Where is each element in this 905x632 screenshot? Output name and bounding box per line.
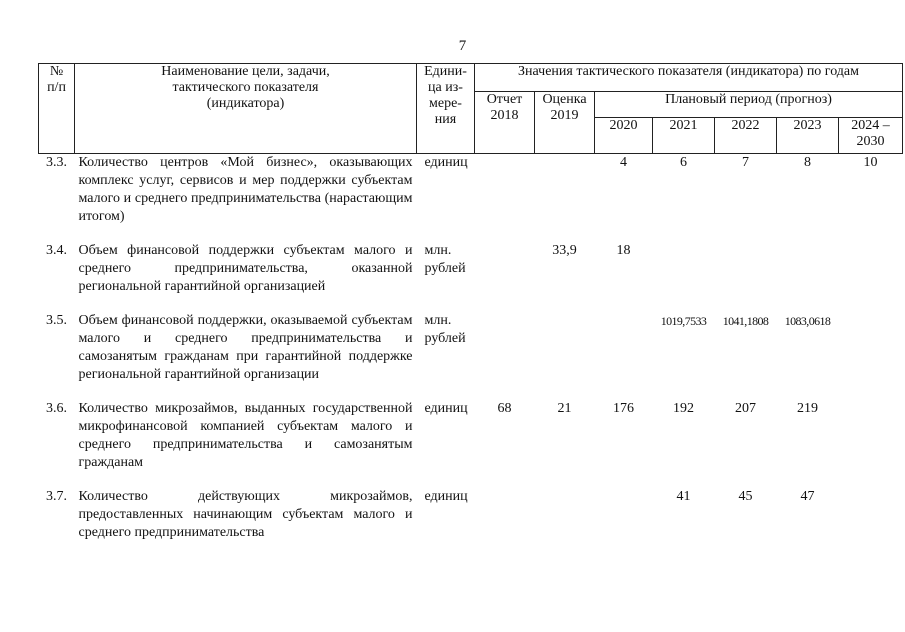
- row-unit: единиц: [424, 400, 468, 416]
- value-2024-2030: [839, 400, 903, 488]
- row-number: 3.3.: [46, 155, 67, 170]
- header-plan-title: Плановый период (прогноз): [595, 92, 903, 118]
- page-number: 7: [458, 38, 467, 54]
- value-2023: 8: [804, 155, 811, 170]
- value-2018: [475, 488, 535, 548]
- value-2024-2030: 10: [863, 155, 878, 170]
- value-2018: [475, 154, 535, 242]
- header-year-2021: 2021: [653, 118, 715, 154]
- header-unit: Едини- ца из- мере- ния: [417, 64, 475, 154]
- row-name: Объем финансовой поддержки субъектам малого и среднего предпринимательства, оказанной региональной гарантийной организацией: [78, 242, 413, 294]
- value-2019: 21: [557, 400, 572, 416]
- value-2023: 47: [800, 488, 815, 504]
- value-2021: [653, 242, 715, 312]
- row-name: Количество действующих микрозаймов, предоставленных начинающим субъектам малого и среднего предпринимательства: [78, 488, 413, 540]
- value-2018: 68: [497, 400, 512, 416]
- header-year-2024-2030: 2024 – 2030: [839, 118, 903, 154]
- value-2023: [777, 242, 839, 312]
- value-2022: [715, 242, 777, 312]
- table-row: [39, 242, 903, 312]
- row-number: 3.4.: [46, 242, 67, 258]
- value-2021: 1019,7533: [660, 313, 707, 328]
- header-name: Наименование цели, задачи, тактического показателя (индикатора): [75, 64, 417, 154]
- value-2023: 219: [797, 400, 818, 416]
- header-num: № п/п: [39, 64, 75, 154]
- value-2020: 18: [616, 242, 631, 258]
- row-number: 3.5.: [46, 312, 67, 328]
- value-2022: 1041,1808: [722, 313, 769, 328]
- value-2024-2030: [839, 488, 903, 548]
- value-2020: [595, 488, 653, 548]
- table-body: [39, 154, 903, 548]
- value-2022: 7: [742, 155, 749, 170]
- header-report-2018: Отчет 2018: [475, 92, 535, 154]
- row-unit: единиц: [424, 155, 468, 170]
- value-2018: [475, 312, 535, 400]
- value-2018: [475, 242, 535, 312]
- value-2019: 33,9: [552, 242, 577, 258]
- indicators-table: [38, 63, 903, 548]
- header-year-2020: 2020: [595, 118, 653, 154]
- value-2019: [535, 488, 595, 548]
- value-2021: 41: [676, 488, 691, 504]
- value-2021: 192: [673, 400, 694, 416]
- row-name: Объем финансовой поддержки, оказываемой субъектам малого и среднего предпринимательства и самозанятым гражданам при гарантийной поддержке региональной гарантийной организации: [78, 312, 413, 382]
- value-2020: [595, 312, 653, 400]
- header-year-2023: 2023: [777, 118, 839, 154]
- table-row: [39, 312, 903, 400]
- value-2019: [535, 154, 595, 242]
- table-row: [39, 400, 903, 488]
- header-estimate-2019: Оценка 2019: [535, 92, 595, 154]
- value-2023: 1083,0618: [784, 313, 831, 328]
- value-2024-2030: [839, 312, 903, 400]
- value-2022: 207: [735, 400, 756, 416]
- row-name: Количество микрозаймов, выданных государственной микрофинансовой компанией субъектам малого и среднего предпринимательства и самозанятым гражданам: [78, 400, 413, 470]
- row-number: 3.7.: [46, 488, 67, 504]
- header-group-title: Значения тактического показателя (индикатора) по годам: [475, 64, 903, 92]
- value-2024-2030: [839, 242, 903, 312]
- value-2020: 4: [620, 155, 627, 170]
- value-2019: [535, 312, 595, 400]
- row-unit: млн. рублей: [424, 242, 466, 276]
- row-unit: млн. рублей: [424, 312, 466, 346]
- row-unit: единиц: [424, 488, 468, 504]
- row-number: 3.6.: [46, 400, 67, 416]
- value-2022: 45: [738, 488, 753, 504]
- table-row: [39, 488, 903, 548]
- header-year-2022: 2022: [715, 118, 777, 154]
- table-row: [39, 154, 903, 242]
- row-name: Количество центров «Мой бизнес», оказывающих комплекс услуг, сервисов и мер поддержки субъектам малого и среднего предпринимательства (нарастающим итогом): [78, 155, 413, 224]
- table-header: [39, 64, 903, 154]
- value-2021: 6: [680, 155, 687, 170]
- value-2020: 176: [613, 400, 634, 416]
